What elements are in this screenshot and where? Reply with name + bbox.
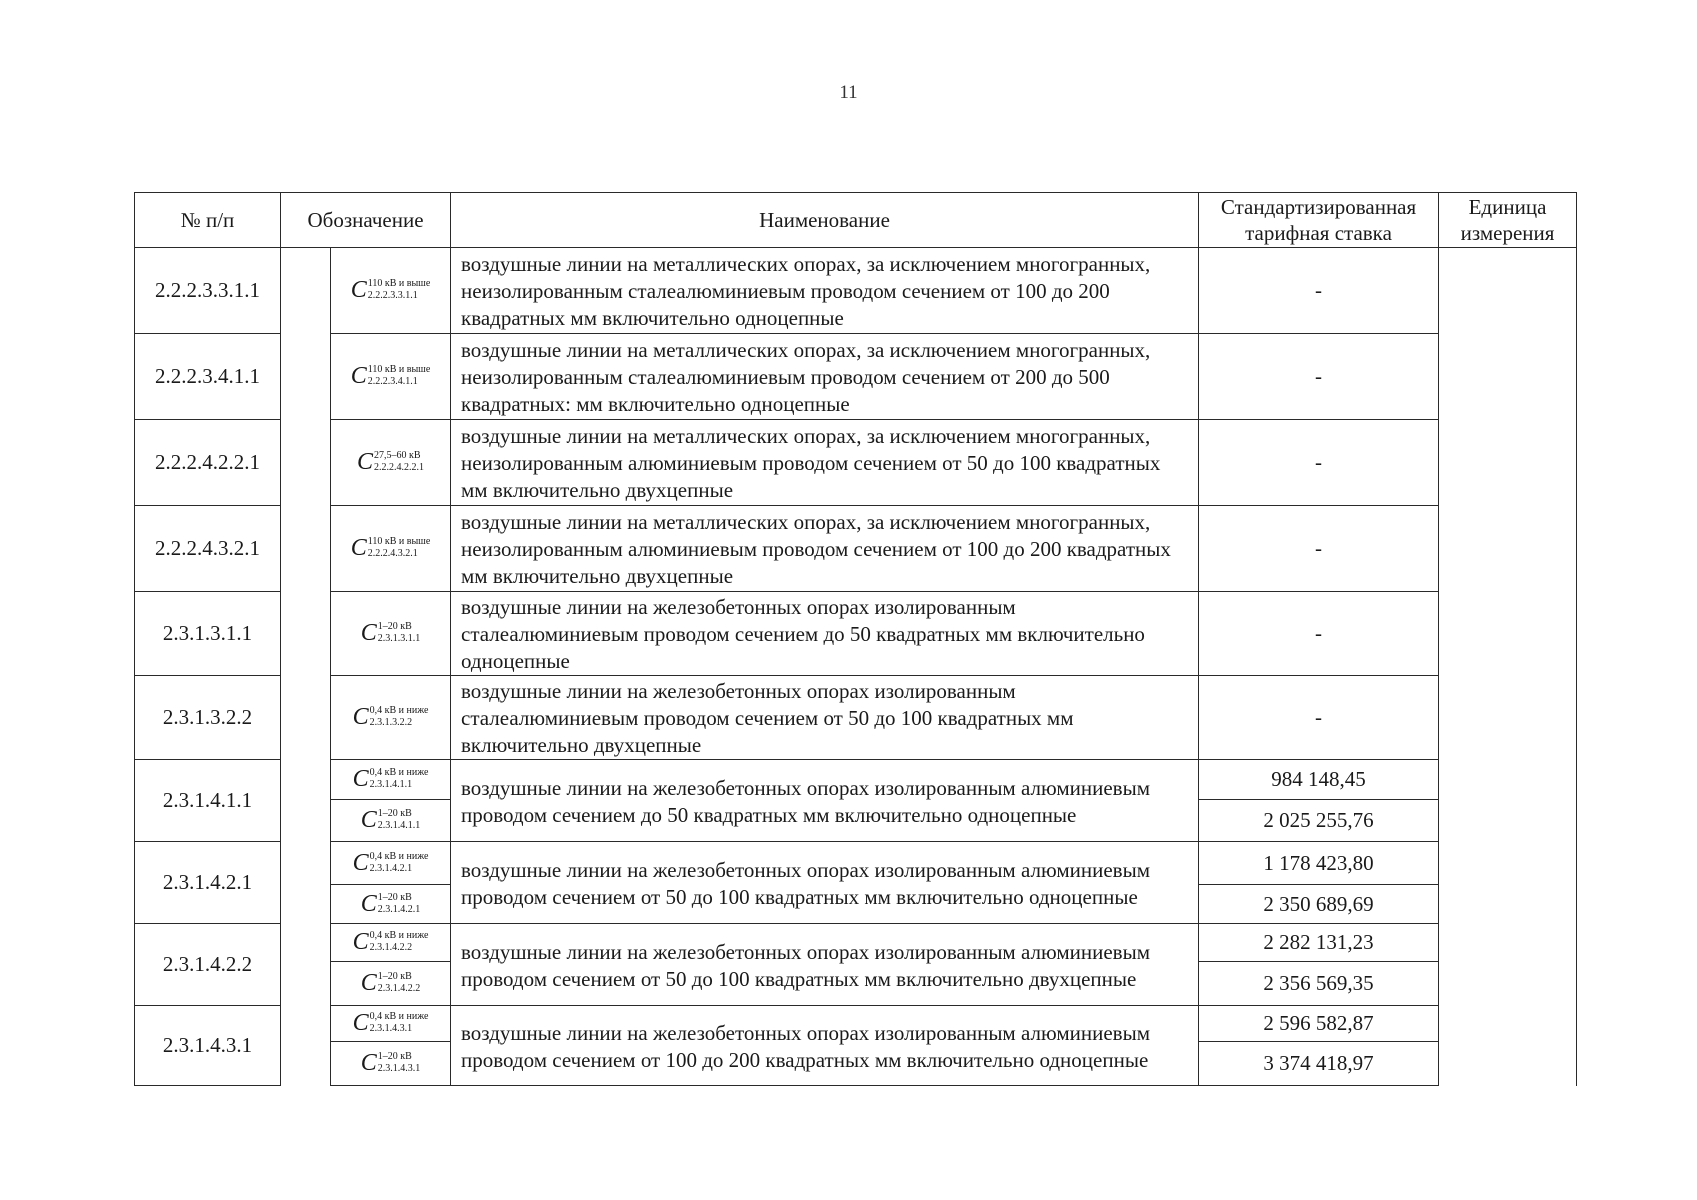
symbol-letter: C	[360, 620, 377, 646]
symbol-superscript: 0,4 кВ и ниже	[369, 705, 429, 716]
tariff-symbol	[361, 621, 421, 645]
symbol-subscript: 2.3.1.4.1.1	[377, 820, 421, 831]
header-num: № п/п	[135, 193, 281, 248]
designation-cell	[331, 760, 451, 800]
symbol-superscript: 110 кВ и выше	[367, 364, 431, 375]
tariff-rate: -	[1199, 334, 1439, 420]
symbol-subscript: 2.2.2.3.3.1.1	[367, 290, 418, 301]
row-description: воздушные линии на железобетонных опорах изолированным сталеалюминиевым проводом сечением до 50 квадратных мм включительно одноцепные	[451, 592, 1199, 676]
tariff-rate: 1 178 423,80	[1199, 842, 1439, 885]
designation-cell	[331, 885, 451, 924]
row-number: 2.2.2.3.4.1.1	[135, 334, 281, 420]
tariff-rate: 2 350 689,69	[1199, 885, 1439, 924]
table-row	[135, 334, 1577, 420]
row-number: 2.3.1.3.1.1	[135, 592, 281, 676]
symbol-superscript: 1–20 кВ	[377, 621, 412, 632]
designation-cell	[331, 962, 451, 1006]
row-number: 2.3.1.4.3.1	[135, 1006, 281, 1086]
tariff-rate: 984 148,45	[1199, 760, 1439, 800]
row-description: воздушные линии на металлических опорах, за исключением многогранных, неизолированным сталеалюминиевым проводом сечением от 100 до 200 квадратных мм включительно одноцепные	[451, 248, 1199, 334]
symbol-subscript: 2.3.1.4.3.1	[369, 1023, 413, 1034]
table-body	[135, 248, 1577, 1086]
tariff-rate: 2 025 255,76	[1199, 800, 1439, 842]
designation-cell	[331, 842, 451, 885]
row-number: 2.2.2.4.2.2.1	[135, 420, 281, 506]
tariff-symbol	[361, 808, 421, 832]
symbol-letter: C	[360, 807, 377, 833]
symbol-superscript: 0,4 кВ и ниже	[369, 767, 429, 778]
table-row	[135, 248, 1577, 334]
table-header-row	[135, 193, 1577, 248]
symbol-subscript: 2.3.1.4.2.1	[369, 862, 413, 874]
designation-cell	[331, 1006, 451, 1042]
designation-cell	[331, 676, 451, 760]
table-row	[135, 592, 1577, 676]
tariff-rate: -	[1199, 676, 1439, 760]
header-designation: Обозначение	[281, 193, 451, 248]
tariff-rate: 2 356 569,35	[1199, 962, 1439, 1006]
symbol-letter: C	[360, 890, 377, 917]
unit-column	[1439, 248, 1577, 1086]
symbol-subscript: 2.2.2.3.4.1.1	[367, 376, 418, 387]
table-row	[135, 420, 1577, 506]
header-rate: Стандартизированная тарифная ставка	[1199, 193, 1439, 248]
tariff-rate: -	[1199, 248, 1439, 334]
row-description: воздушные линии на железобетонных опорах изолированным алюминиевым проводом сечением от 50 до 100 квадратных мм включительно двухцепные	[451, 924, 1199, 1006]
page-number: 11	[839, 82, 858, 103]
designation-indent-column	[281, 248, 331, 1086]
tariff-symbol	[353, 767, 429, 791]
designation-cell	[331, 420, 451, 506]
symbol-superscript: 0,4 кВ и ниже	[369, 1011, 429, 1022]
designation-cell	[331, 334, 451, 420]
symbol-subscript: 2.3.1.3.1.1	[377, 633, 421, 644]
symbol-superscript: 0,4 кВ и ниже	[369, 930, 429, 941]
tariff-symbol	[357, 450, 424, 474]
symbol-subscript: 2.3.1.4.3.1	[377, 1063, 421, 1074]
symbol-letter: C	[350, 363, 367, 389]
symbol-superscript: 27,5–60 кВ	[374, 450, 421, 461]
symbol-letter: C	[350, 277, 367, 303]
symbol-superscript: 110 кВ и выше	[367, 278, 431, 289]
row-number: 2.3.1.4.1.1	[135, 760, 281, 842]
symbol-letter: C	[352, 1010, 369, 1036]
symbol-letter: C	[352, 704, 369, 730]
designation-cell	[331, 592, 451, 676]
symbol-letter: C	[352, 929, 369, 955]
symbol-subscript: 2.3.1.4.2.2	[377, 983, 421, 994]
table-row	[135, 676, 1577, 760]
designation-cell	[331, 800, 451, 842]
header-name: Наименование	[451, 193, 1199, 248]
header-unit: Единица измерения	[1439, 193, 1577, 248]
symbol-superscript: 1–20 кВ	[377, 891, 412, 903]
symbol-subscript: 2.3.1.4.2.2	[369, 942, 413, 953]
tariff-symbol	[353, 705, 429, 729]
symbol-superscript: 1–20 кВ	[377, 808, 412, 819]
symbol-subscript: 2.3.1.3.2.2	[369, 717, 413, 728]
symbol-superscript: 1–20 кВ	[377, 1051, 412, 1062]
table-row	[135, 760, 1577, 800]
row-number: 2.3.1.4.2.1	[135, 842, 281, 924]
row-description: воздушные линии на железобетонных опорах изолированным алюминиевым проводом сечением от 50 до 100 квадратных мм включительно одноцепные	[451, 842, 1199, 924]
tariff-table	[134, 192, 1577, 1086]
tariff-symbol	[353, 930, 429, 954]
tariff-rate: 2 596 582,87	[1199, 1006, 1439, 1042]
tariff-symbol	[351, 536, 431, 560]
symbol-letter: C	[352, 849, 369, 876]
tariff-rate: 2 282 131,23	[1199, 924, 1439, 962]
tariff-symbol	[351, 278, 431, 302]
symbol-subscript: 2.2.2.4.3.2.1	[367, 548, 418, 559]
symbol-letter: C	[357, 449, 374, 475]
row-description: воздушные линии на металлических опорах, за исключением многогранных, неизолированным алюминиевым проводом сечением от 50 до 100 квадратных мм включительно двухцепные	[451, 420, 1199, 506]
tariff-symbol	[353, 1011, 429, 1035]
designation-cell	[331, 924, 451, 962]
symbol-subscript: 2.3.1.4.1.1	[369, 779, 413, 790]
tariff-rate: 3 374 418,97	[1199, 1042, 1439, 1086]
symbol-superscript: 0,4 кВ и ниже	[369, 850, 429, 862]
tariff-symbol	[361, 892, 421, 916]
symbol-subscript: 2.2.2.4.2.2.1	[374, 462, 425, 473]
designation-cell	[331, 506, 451, 592]
row-description: воздушные линии на железобетонных опорах изолированным сталеалюминиевым проводом сечением от 50 до 100 квадратных мм включительно двухцепные	[451, 676, 1199, 760]
tariff-symbol	[361, 1051, 421, 1075]
row-number: 2.2.2.3.3.1.1	[135, 248, 281, 334]
tariff-symbol	[353, 851, 429, 875]
tariff-rate: -	[1199, 420, 1439, 506]
row-number: 2.2.2.4.3.2.1	[135, 506, 281, 592]
symbol-superscript: 1–20 кВ	[377, 971, 412, 982]
symbol-superscript: 110 кВ и выше	[367, 536, 431, 547]
tariff-symbol	[361, 971, 421, 995]
row-description: воздушные линии на металлических опорах, за исключением многогранных, неизолированным алюминиевым проводом сечением от 100 до 200 квадратных мм включительно двухцепные	[451, 506, 1199, 592]
symbol-letter: C	[350, 535, 367, 561]
tariff-symbol	[351, 364, 431, 388]
table-row	[135, 924, 1577, 962]
tariff-rate: -	[1199, 592, 1439, 676]
row-number: 2.3.1.4.2.2	[135, 924, 281, 1006]
symbol-subscript: 2.3.1.4.2.1	[377, 903, 421, 915]
symbol-letter: C	[360, 1050, 377, 1076]
symbol-letter: C	[352, 766, 369, 792]
row-description: воздушные линии на металлических опорах, за исключением многогранных, неизолированным сталеалюминиевым проводом сечением от 200 до 500 квадратных: мм включительно одноцепные	[451, 334, 1199, 420]
table-row	[135, 842, 1577, 885]
tariff-rate: -	[1199, 506, 1439, 592]
table-row	[135, 1006, 1577, 1042]
designation-cell	[331, 1042, 451, 1086]
row-description: воздушные линии на железобетонных опорах изолированным алюминиевым проводом сечением до 50 квадратных мм включительно одноцепные	[451, 760, 1199, 842]
table-row	[135, 506, 1577, 592]
row-description: воздушные линии на железобетонных опорах изолированным алюминиевым проводом сечением от 100 до 200 квадратных мм включительно одноцепные	[451, 1006, 1199, 1086]
designation-cell	[331, 248, 451, 334]
row-number: 2.3.1.3.2.2	[135, 676, 281, 760]
symbol-letter: C	[360, 970, 377, 996]
